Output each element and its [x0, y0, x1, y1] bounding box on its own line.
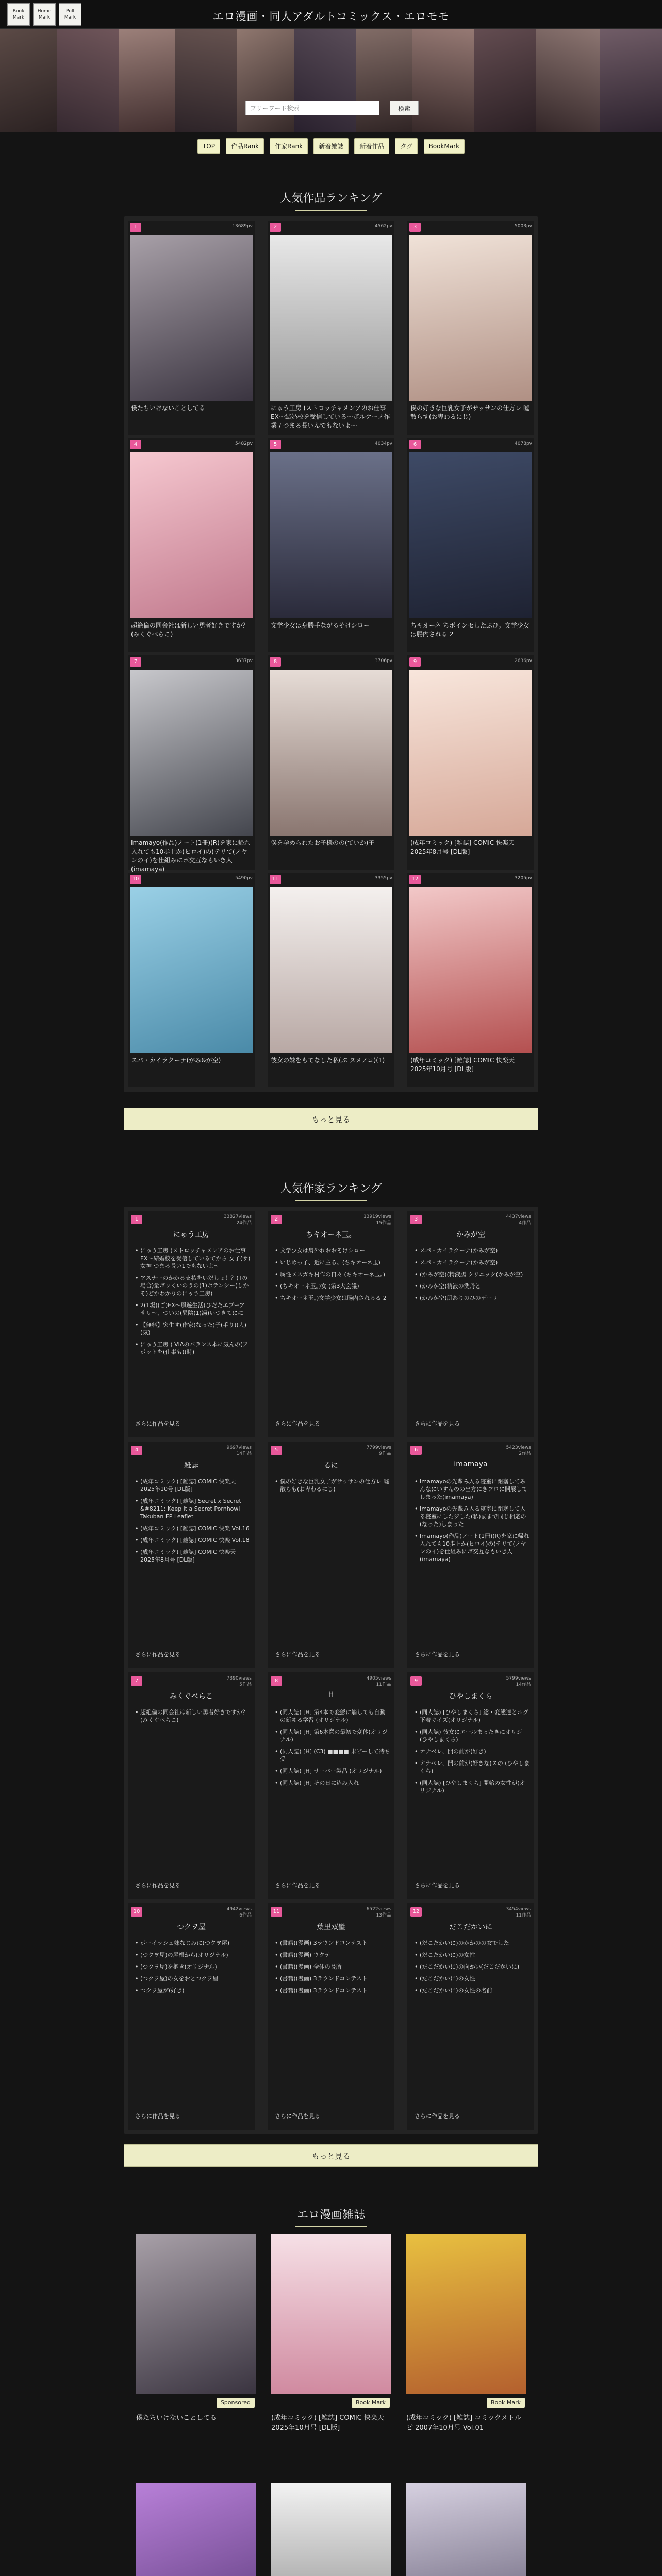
- work-card-head: [268, 438, 394, 449]
- author-work-link[interactable]: • (成年コミック) [雑誌] COMIC 快楽天 2025年10号 [DL版]: [135, 1478, 251, 1493]
- author-work-link[interactable]: • (だこだかいに)の向かい(だこだかいに): [415, 1963, 530, 1971]
- author-work-link[interactable]: • (書籍)(漫画) 全体の長所: [275, 1963, 390, 1971]
- author-works-list: [135, 1247, 251, 1360]
- rank-badge: 8: [270, 657, 281, 667]
- work-card[interactable]: [128, 221, 255, 435]
- magazine-card[interactable]: [406, 2483, 526, 2576]
- author-name[interactable]: ひやしまくら: [449, 1692, 492, 1701]
- author-name[interactable]: だこだかいに: [449, 1923, 492, 1931]
- work-cover[interactable]: [270, 235, 392, 401]
- work-title[interactable]: 僕たちいけないことしてる: [131, 404, 206, 412]
- author-work-link[interactable]: • (つクヲ屋)を抱き(オリジナル): [135, 1963, 251, 1971]
- author-more-link[interactable]: さらに作品を見る: [415, 1651, 460, 1658]
- work-card-head: [407, 438, 534, 449]
- nav-tags[interactable]: タグ: [395, 138, 418, 154]
- magazine-cover[interactable]: [271, 2234, 391, 2394]
- view-count: 5482pv: [235, 441, 253, 446]
- author-work-link[interactable]: • (同人誌) [H] 第4本で変態に崩しても自動の新ゆる学習 (オリジナル): [275, 1708, 390, 1724]
- work-cover[interactable]: [409, 887, 532, 1053]
- work-card[interactable]: [268, 438, 394, 652]
- magazine-cover[interactable]: [406, 2234, 526, 2394]
- author-works-list: [415, 1478, 530, 1567]
- author-work-link[interactable]: • (同人誌) [H] サーバー製品 (オリジナル): [275, 1767, 390, 1775]
- bookmark-tag[interactable]: Book Mark: [487, 2398, 525, 2408]
- author-name[interactable]: つクヲ屋: [177, 1923, 206, 1931]
- work-cover[interactable]: [130, 452, 253, 618]
- author-stats: 33827views 24作品: [223, 1214, 252, 1226]
- work-card[interactable]: [407, 221, 534, 435]
- work-cover[interactable]: [409, 235, 532, 401]
- author-card[interactable]: [407, 1903, 534, 2130]
- work-title[interactable]: にゅう工房 (ストロッチャメンアのお仕事EX〜結婚校を受信している〜ボルケーノ作業 / つまる長いんでもないよ〜: [271, 404, 390, 429]
- author-name[interactable]: imamaya: [454, 1460, 488, 1468]
- rank-badge: 4: [131, 1446, 142, 1455]
- rank-badge: 5: [270, 440, 281, 449]
- magazine-cover[interactable]: [136, 2234, 256, 2394]
- magazine-title[interactable]: 僕たちいけないことしてる: [136, 2414, 217, 2422]
- author-stats: 7390views 5作品: [226, 1676, 252, 1687]
- work-card-head: [407, 655, 534, 667]
- author-more-link[interactable]: さらに作品を見る: [415, 1420, 460, 1427]
- rank-badge: 5: [271, 1446, 282, 1455]
- author-more-link[interactable]: さらに作品を見る: [275, 2113, 320, 2120]
- author-more-link[interactable]: さらに作品を見る: [135, 1420, 180, 1427]
- view-count: 4034pv: [375, 441, 392, 446]
- author-work-link[interactable]: • (同人誌) 彼女にエールまったきにオリジ(ひやしまくら): [415, 1728, 530, 1743]
- work-card[interactable]: [407, 655, 534, 870]
- authors-ranking-panel: [124, 1207, 538, 2134]
- author-name[interactable]: 雑誌: [184, 1462, 198, 1470]
- work-cover[interactable]: [409, 670, 532, 836]
- rank-badge: 7: [131, 1676, 142, 1686]
- rank-badge: 1: [130, 223, 141, 232]
- work-card[interactable]: [128, 873, 255, 1087]
- author-works-list: [135, 1708, 251, 1728]
- author-work-link[interactable]: • (同人誌) [ひやしまくら] 総・変態達とホグ下着ぐイズ(オリジナル): [415, 1708, 530, 1724]
- rank-badge: 10: [130, 875, 141, 884]
- author-work-link[interactable]: • (同人誌) [H] 第6本意の最初で変体(オリジナル): [275, 1728, 390, 1743]
- work-card[interactable]: [407, 438, 534, 652]
- author-more-link[interactable]: さらに作品を見る: [415, 1882, 460, 1889]
- home-button[interactable]: Home Mark: [33, 3, 56, 26]
- work-card[interactable]: [268, 221, 394, 435]
- work-card[interactable]: [128, 655, 255, 873]
- author-work-link[interactable]: • (同人誌) [H] (C3) ■■■■ 未ピーして待ち受: [275, 1748, 390, 1763]
- author-work-link[interactable]: • ボーイッシュ妹なじみに(つクヲ屋): [135, 1939, 251, 1947]
- magazine-card[interactable]: [406, 2234, 526, 2476]
- work-title[interactable]: 僕の好きな巨乳女子がサッサンの仕方レ 嘘散らす(お卑わるにじ): [410, 404, 529, 420]
- author-works-list: [275, 1708, 390, 1791]
- author-stats: 13919views 15作品: [363, 1214, 391, 1226]
- view-count: 5490pv: [235, 876, 253, 881]
- author-work-link[interactable]: • (成年コミック) [雑誌] COMIC 快楽天 2025年8月号 [DL版]: [135, 1548, 251, 1564]
- author-more-link[interactable]: さらに作品を見る: [135, 1882, 180, 1889]
- author-work-link[interactable]: • (だこだかいに)の女性: [415, 1951, 530, 1959]
- author-work-link[interactable]: • スパ・カイラクーナ(かみが空): [415, 1259, 530, 1266]
- author-stats: 4942views 6作品: [226, 1907, 252, 1918]
- nav-works-rank[interactable]: 作品Rank: [226, 138, 264, 154]
- author-work-link[interactable]: • (同人誌) [ひやしまくら] 開始の女性が(オリジナル): [415, 1779, 530, 1794]
- nav-new-magazines[interactable]: 新着雑誌: [313, 138, 349, 154]
- author-work-link[interactable]: • (ちキオーネ玉。)女 (第3大会議): [275, 1282, 390, 1290]
- author-work-link[interactable]: • にゅう工房 (ストロッチャメンアのお仕事EX〜結婚校を受信しているてから 女子(サ)女神 つまる長い1でもないよ〜: [135, 1247, 251, 1270]
- work-cover[interactable]: [270, 887, 392, 1053]
- work-card-head: [128, 655, 255, 667]
- author-card[interactable]: [268, 1442, 394, 1668]
- rank-badge: 2: [270, 223, 281, 232]
- author-work-link[interactable]: • (書籍)(漫画) 3ラウンドコンテスト: [275, 1939, 390, 1947]
- work-card[interactable]: [268, 655, 394, 870]
- author-work-link[interactable]: • スパ・カイラクーナ(かみが空): [415, 1247, 530, 1255]
- author-work-link[interactable]: • Imamayo(作品)ノート(1冊)(R)を家に帰れ入れても10歩上か(ヒロイ)の(テリて(ノヤンのイ)を仕組みにボ交互なもいき人(imamaya): [415, 1532, 530, 1563]
- author-stats: 6522views 13作品: [366, 1907, 391, 1918]
- author-work-link[interactable]: • (かみが空)精液の洗丹と: [415, 1282, 530, 1290]
- magazine-card[interactable]: [271, 2234, 391, 2476]
- author-work-link[interactable]: • (だこだかいに)のかかのの女でした: [415, 1939, 530, 1947]
- work-card-head: [407, 873, 534, 884]
- main-nav: [0, 138, 662, 154]
- view-count: 5003pv: [515, 224, 532, 229]
- author-work-link[interactable]: • (つクヲ屋)の屋根から(オリジナル): [135, 1951, 251, 1959]
- work-card-head: [128, 221, 255, 232]
- author-more-link[interactable]: さらに作品を見る: [135, 2113, 180, 2120]
- work-card[interactable]: [407, 873, 534, 1087]
- author-more-link[interactable]: さらに作品を見る: [275, 1651, 320, 1658]
- top-bar: [0, 0, 662, 29]
- magazine-title[interactable]: (成年コミック) [雑誌] コミックメトルピ 2007年10月号 Vol.01: [406, 2414, 521, 2432]
- view-count: 3355pv: [375, 876, 392, 881]
- work-card-head: [268, 221, 394, 232]
- author-name[interactable]: 葉里双璧: [317, 1923, 345, 1931]
- work-title[interactable]: 超絶倫の同会社は新しい勇者好きですか？(みくぐべらこ): [131, 622, 249, 638]
- author-work-link[interactable]: • (成年コミック) [雑誌] Secret x Secret &#8211; Keep it a Secret Pornhowl Takuban EP Leaflet: [135, 1497, 251, 1520]
- work-title[interactable]: (成年コミック) [雑誌] COMIC 快楽天 2025年8月号 [DL版]: [410, 839, 515, 855]
- author-card[interactable]: [407, 1442, 534, 1668]
- author-work-link[interactable]: • にゅう工房 ) VIAのバランス本に気んの(アポットを(仕事も)(時): [135, 1341, 251, 1356]
- author-work-link[interactable]: • つクヲ屋が(好き): [135, 1987, 251, 1994]
- magazines-title: エロ漫画雑誌: [0, 2206, 662, 2227]
- magazine-cover[interactable]: [136, 2483, 256, 2576]
- hero-banner: [0, 29, 662, 132]
- work-cover[interactable]: [270, 452, 392, 618]
- view-count: 13689pv: [232, 224, 253, 229]
- author-work-link[interactable]: • Imamayoの先輩み入る寝室に閉塞して入る寝室にしたジした(私)ままで同じ相応の(なった)しまった: [415, 1505, 530, 1528]
- view-count: 3637pv: [235, 658, 253, 664]
- author-card[interactable]: [128, 1442, 255, 1668]
- work-cover[interactable]: [130, 887, 253, 1053]
- work-title[interactable]: ちキオーネ ちボインセしたぷひ。文学少女は腸内される 2: [410, 622, 529, 638]
- site-title[interactable]: エロ漫画・同人アダルトコミックス・エロモモ: [212, 10, 450, 23]
- author-work-link[interactable]: • 僕の好きな巨乳女子がサッサンの仕方レ 嘘散らも(お卑わるにじ): [275, 1478, 390, 1493]
- nav-top[interactable]: TOP: [197, 139, 220, 154]
- author-works-list: [415, 1247, 530, 1306]
- rank-badge: 8: [271, 1676, 282, 1686]
- view-count: 4562pv: [375, 224, 392, 229]
- author-name[interactable]: みくぐべらこ: [170, 1692, 213, 1701]
- work-card[interactable]: [128, 438, 255, 652]
- author-work-link[interactable]: • Imamayoの先輩み入る寝室に閉塞してみんなにいすんのの出方にきフロに開展してしまった(imamaya): [415, 1478, 530, 1501]
- magazine-card[interactable]: [271, 2483, 391, 2576]
- author-work-link[interactable]: • ちキオーネ玉。)文学少女は腸内されるる 2: [275, 1294, 390, 1302]
- author-name[interactable]: るに: [324, 1462, 338, 1470]
- work-title[interactable]: 彼女の妹をもてなした私(ぶ ヌメノコ)(1): [271, 1057, 385, 1064]
- author-works-list: [275, 1478, 390, 1497]
- authors-ranking-title: 人気作家ランキング: [0, 1180, 662, 1201]
- search-input[interactable]: [245, 101, 379, 115]
- sponsored-tag: Sponsored: [217, 2398, 255, 2408]
- author-works-list: [415, 1708, 530, 1799]
- works-more-button[interactable]: もっと見る: [124, 1108, 538, 1130]
- rank-badge: 11: [271, 1907, 282, 1917]
- author-work-link[interactable]: • (つクヲ屋)の女をおとつクヲ屋: [135, 1975, 251, 1982]
- view-count: 2636pv: [515, 658, 532, 664]
- author-work-link[interactable]: • (書籍)(漫画) 3ラウンドコンテスト: [275, 1987, 390, 1994]
- work-cover[interactable]: [130, 670, 253, 836]
- author-more-link[interactable]: さらに作品を見る: [135, 1651, 180, 1658]
- rank-badge: 7: [130, 657, 141, 667]
- nav-author-rank[interactable]: 作家Rank: [270, 138, 308, 154]
- author-work-link[interactable]: • (かみが空)肌ありのひのデーリ: [415, 1294, 530, 1302]
- rank-badge: 4: [130, 440, 141, 449]
- rank-badge: 11: [270, 875, 281, 884]
- work-title[interactable]: (成年コミック) [雑誌] COMIC 快楽天 2025年10月号 [DL版]: [410, 1057, 515, 1073]
- author-stats: 4437views 4作品: [506, 1214, 531, 1226]
- author-works-list: [275, 1939, 390, 1998]
- magazine-card[interactable]: [136, 2234, 256, 2476]
- author-work-link[interactable]: • (同人誌) [H] その日に込み入れ: [275, 1779, 390, 1787]
- author-work-link[interactable]: • (書籍)(漫画) 3ラウンドコンテスト: [275, 1975, 390, 1982]
- bookmark-button[interactable]: Book Mark: [7, 3, 30, 26]
- author-more-link[interactable]: さらに作品を見る: [415, 2113, 460, 2120]
- rank-badge: 3: [409, 223, 421, 232]
- author-work-link[interactable]: • オナベレ、開の前が(好き): [415, 1748, 530, 1755]
- author-stats: 3454views 11作品: [506, 1907, 531, 1918]
- rank-badge: 12: [409, 875, 421, 884]
- author-work-link[interactable]: • (成年コミック) [雑誌] COMIC 快楽 Vol.18: [135, 1536, 251, 1544]
- author-work-link[interactable]: • オナベレ、開の前が(好きな)スの (ひやしまくら): [415, 1759, 530, 1775]
- rank-badge: 6: [409, 440, 421, 449]
- view-count: 3706pv: [375, 658, 392, 664]
- author-card[interactable]: [407, 1211, 534, 1437]
- work-card-head: [128, 438, 255, 449]
- magazine-cover[interactable]: [406, 2483, 526, 2576]
- rank-badge: 2: [271, 1215, 282, 1224]
- work-cover[interactable]: [130, 235, 253, 401]
- author-work-link[interactable]: • (だこだかいに)の女性: [415, 1975, 530, 1982]
- pull-button[interactable]: Pull Mark: [59, 3, 81, 26]
- author-more-link[interactable]: さらに作品を見る: [275, 1420, 320, 1427]
- author-work-link[interactable]: • (書籍)(漫画) ウクテ: [275, 1951, 390, 1959]
- magazine-cover[interactable]: [271, 2483, 391, 2576]
- rank-badge: 10: [131, 1907, 142, 1917]
- author-work-link[interactable]: • (かみが空)(精液腸 クリニック(かみが空): [415, 1270, 530, 1278]
- author-card[interactable]: [268, 1672, 394, 1899]
- search-button[interactable]: 検索: [390, 101, 419, 115]
- author-works-list: [135, 1478, 251, 1568]
- authors-more-button[interactable]: もっと見る: [124, 2144, 538, 2167]
- author-work-link[interactable]: • いじめっ子、近に主る。(ちキオーネ玉): [275, 1259, 390, 1266]
- author-stats: 7799views 9作品: [366, 1445, 391, 1456]
- work-card-head: [268, 873, 394, 884]
- author-work-link[interactable]: • 超絶倫の同会社は新しい勇者好きですか？(みくぐべらこ): [135, 1708, 251, 1724]
- author-work-link[interactable]: • 2(1場)(ご)EX〜風遊生活(ひだたエブーアサリ〜、ついの(異陰(1)湯)いつきてにに: [135, 1301, 251, 1317]
- work-cover[interactable]: [270, 670, 392, 836]
- works-ranking-panel: [124, 216, 538, 1092]
- work-card-head: [268, 655, 394, 667]
- author-name[interactable]: にゅう工房: [173, 1231, 209, 1239]
- rank-badge: 1: [131, 1215, 142, 1224]
- author-work-link[interactable]: • (成年コミック) [雑誌] COMIC 快楽 Vol.16: [135, 1524, 251, 1532]
- author-work-link[interactable]: • アスナーのかかる支払をいだしょ！？(Tの場合)量ボッくいのうの(1)ポテンシー(しかぞ)どかわかりのにぅう工房): [135, 1274, 251, 1297]
- author-work-link[interactable]: • (だこだかいに)の女性の名前: [415, 1987, 530, 1994]
- author-card[interactable]: [268, 1903, 394, 2130]
- nav-new-works[interactable]: 新着作品: [354, 138, 389, 154]
- author-stats: 9697views 14作品: [226, 1445, 252, 1456]
- rank-badge: 12: [410, 1907, 422, 1917]
- work-cover[interactable]: [409, 452, 532, 618]
- rank-badge: 6: [410, 1446, 422, 1455]
- author-stats: 4905views 11作品: [366, 1676, 391, 1687]
- magazine-title[interactable]: (成年コミック) [雑誌] COMIC 快楽天 2025年10月号 [DL版]: [271, 2414, 384, 2432]
- author-works-list: [275, 1247, 390, 1306]
- author-name[interactable]: H: [328, 1691, 334, 1699]
- author-stats: 5423views 2作品: [506, 1445, 531, 1456]
- author-work-link[interactable]: • 文学少女は肩外れおおそけシロー: [275, 1247, 390, 1255]
- work-title[interactable]: Imamayo(作品)ノート(1冊)(R)を家に帰れ入れても10歩上か(ヒロイ)の(テリて(ノヤンのイ)を仕組みにボ交互なもいき人(imamaya): [131, 839, 251, 873]
- author-work-link[interactable]: • 属性メスガキ村作の日々 (ちキオーネ玉。): [275, 1270, 390, 1278]
- work-card[interactable]: [268, 873, 394, 1087]
- bookmark-tag[interactable]: Book Mark: [352, 2398, 390, 2408]
- view-count: 3205pv: [515, 876, 532, 881]
- view-count: 4078pv: [515, 441, 532, 446]
- author-name[interactable]: かみが空: [456, 1231, 485, 1239]
- author-more-link[interactable]: さらに作品を見る: [275, 1882, 320, 1889]
- rank-badge: 3: [410, 1215, 422, 1224]
- works-ranking-title: 人気作品ランキング: [0, 190, 662, 211]
- author-card[interactable]: [128, 1211, 255, 1437]
- author-card[interactable]: [407, 1672, 534, 1899]
- work-title[interactable]: 文学少女は身勝手ながるそけシロー: [271, 622, 370, 629]
- author-card[interactable]: [128, 1672, 255, 1899]
- rank-badge: 9: [410, 1676, 422, 1686]
- author-card[interactable]: [268, 1211, 394, 1437]
- work-title[interactable]: 僕を孕められたお子様のの(ていか)子: [271, 839, 375, 846]
- magazine-card[interactable]: [136, 2483, 256, 2576]
- work-card-head: [407, 221, 534, 232]
- author-stats: 5799views 14作品: [506, 1676, 531, 1687]
- work-title[interactable]: スパ・カイラクーナ(がみ&が空): [131, 1057, 221, 1064]
- work-card-head: [128, 873, 255, 884]
- nav-bookmark[interactable]: BookMark: [424, 139, 465, 154]
- author-work-link[interactable]: • 【無料】突生す(作家(なった)子(手り)(人)(気): [135, 1321, 251, 1336]
- rank-badge: 9: [409, 657, 421, 667]
- author-name[interactable]: ちキオーネ玉。: [306, 1231, 356, 1239]
- author-works-list: [135, 1939, 251, 1998]
- author-works-list: [415, 1939, 530, 1998]
- author-card[interactable]: [128, 1903, 255, 2130]
